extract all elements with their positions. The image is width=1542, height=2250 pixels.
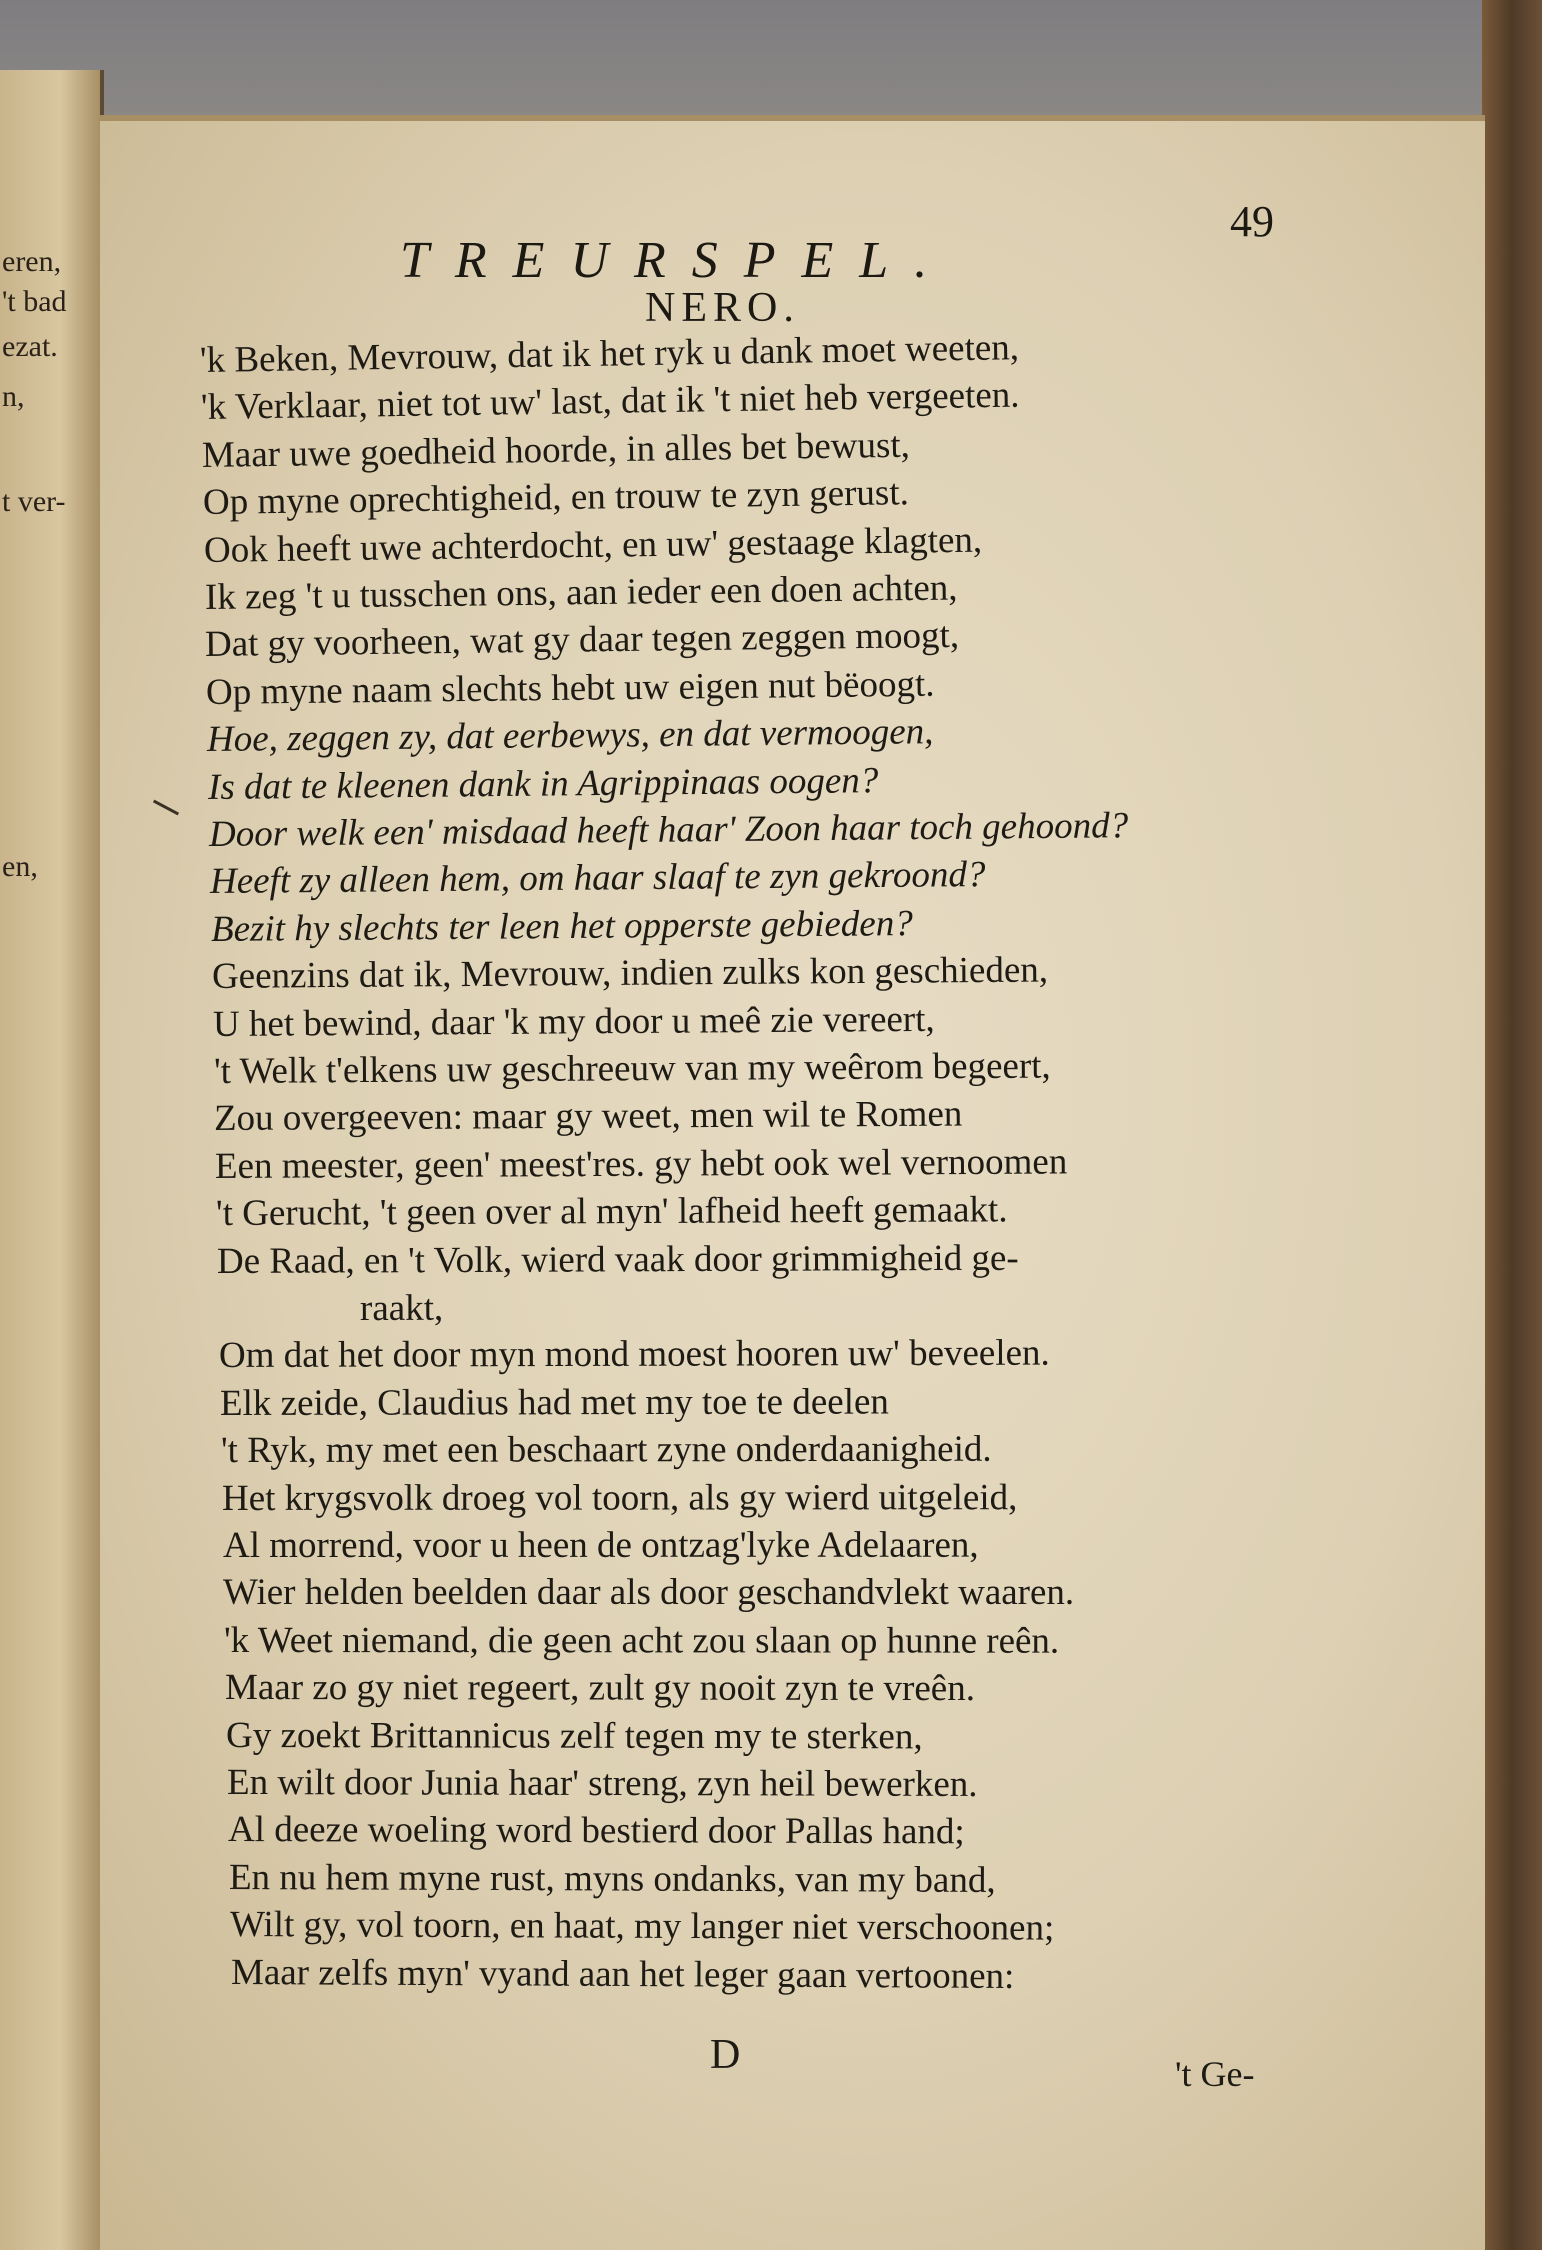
verse-line: Wier helden beelden daar als door geschandvlekt waaren.	[223, 1572, 1075, 1614]
running-title: TREURSPEL.	[400, 232, 954, 289]
left-page-fragment: en,	[2, 850, 38, 883]
left-page-fragment: ezat.	[2, 330, 58, 363]
verse-line: 't Ryk, my met een beschaart zyne onderdaanigheid.	[220, 1428, 992, 1472]
verse-line: Geenzins dat ik, Mevrouw, indien zulks kon geschieden,	[211, 949, 1048, 998]
catchword: 't Ge-	[1175, 2054, 1255, 2094]
verse-line: Ook heeft uwe achterdocht, en uw' gestaage klagten,	[203, 519, 983, 571]
verse-line: Heeft zy alleen hem, om haar slaaf te zyn gekroond?	[209, 854, 986, 903]
verse-line: En nu hem myne rust, myns ondanks, van my band,	[228, 1856, 996, 1901]
verse-line: Door welk een' misdaad heeft haar' Zoon haar toch gehoond?	[208, 805, 1129, 855]
verse-line: Bezit hy slechts ter leen het opperste gebieden?	[210, 902, 913, 950]
left-page-fragment: eren,	[2, 245, 62, 278]
verse-line: Hoe, zeggen zy, dat eerbewys, en dat vermoogen,	[206, 711, 934, 761]
verse-line: Wilt gy, vol toorn, en haat, my langer niet verschoonen;	[229, 1904, 1055, 1949]
left-page-fragment: t ver-	[2, 485, 66, 518]
verse-line: Elk zeide, Claudius had met my toe te deelen	[219, 1381, 889, 1424]
verse-line: Een meester, geen' meest'res. gy hebt ook wel vernoomen	[215, 1141, 1068, 1187]
verse-line: En wilt door Junia haar' streng, zyn heil bewerken.	[226, 1762, 978, 1805]
verse-line: Maar zo gy niet regeert, zult gy nooit zyn te vreên.	[225, 1667, 976, 1710]
verse-line: 'k Weet niemand, die geen acht zou slaan op hunne reên.	[224, 1619, 1060, 1662]
left-facing-page	[0, 70, 104, 2250]
verse-line: Al deeze woeling word bestierd door Pallas hand;	[227, 1809, 965, 1853]
verse-line: Om dat het door myn mond moest hooren uw' beveelen.	[218, 1332, 1050, 1377]
book-page	[100, 115, 1485, 2250]
speaker-name: NERO.	[645, 285, 800, 331]
left-page-fragment: 't bad	[2, 285, 67, 318]
margin-pen-mark	[153, 800, 179, 816]
verse-line: 'k Verklaar, niet tot uw' last, dat ik 't niet heb vergeeten.	[200, 375, 1020, 429]
verse-line: Zou overgeeven: maar gy weet, men wil te Romen	[214, 1093, 963, 1140]
verse-line: 't Welk t'elkens uw geschreeuw van my weêrom begeert,	[213, 1045, 1051, 1092]
verse-line: 'k Beken, Mevrouw, dat ik het ryk u dank moet weeten,	[199, 327, 1020, 381]
signature-mark: D	[710, 2032, 741, 2078]
page-number: 49	[1230, 197, 1274, 246]
verse-line: raakt,	[359, 1287, 444, 1329]
verse-line: Het krygsvolk droeg vol toorn, als gy wierd uitgeleid,	[221, 1476, 1017, 1519]
verse-line: 't Gerucht, 't geen over al myn' lafheid heeft gemaakt.	[216, 1189, 1008, 1235]
verse-line: Dat gy voorheen, wat gy daar tegen zeggen moogt,	[205, 615, 960, 666]
verse-line: Op myne oprechtigheid, en trouw te zyn gerust.	[202, 472, 909, 524]
left-page-fragment: n,	[2, 380, 25, 413]
verse-line: Maar uwe goedheid hoorde, in alles bet bewust,	[201, 424, 910, 476]
verse-line: Op myne naam slechts hebt uw eigen nut bëoogt.	[206, 663, 936, 713]
verse-line: Is dat te kleenen dank in Agrippinaas oogen?	[207, 759, 879, 808]
book-edge	[1482, 0, 1542, 2250]
verse-line: U het bewind, daar 'k my door u meê zie vereert,	[212, 998, 935, 1045]
verse-line: De Raad, en 't Volk, wierd vaak door grimmigheid ge-	[217, 1237, 1019, 1282]
verse-line: Ik zeg 't u tusschen ons, aan ieder een doen achten,	[204, 567, 958, 618]
verse-line: Gy zoekt Brittannicus zelf tegen my te sterken,	[226, 1714, 923, 1757]
verse-line: Maar zelfs myn' vyand aan het leger gaan vertoonen:	[230, 1951, 1015, 1997]
verse-line: Al morrend, voor u heen de ontzag'lyke Adelaaren,	[222, 1524, 979, 1566]
